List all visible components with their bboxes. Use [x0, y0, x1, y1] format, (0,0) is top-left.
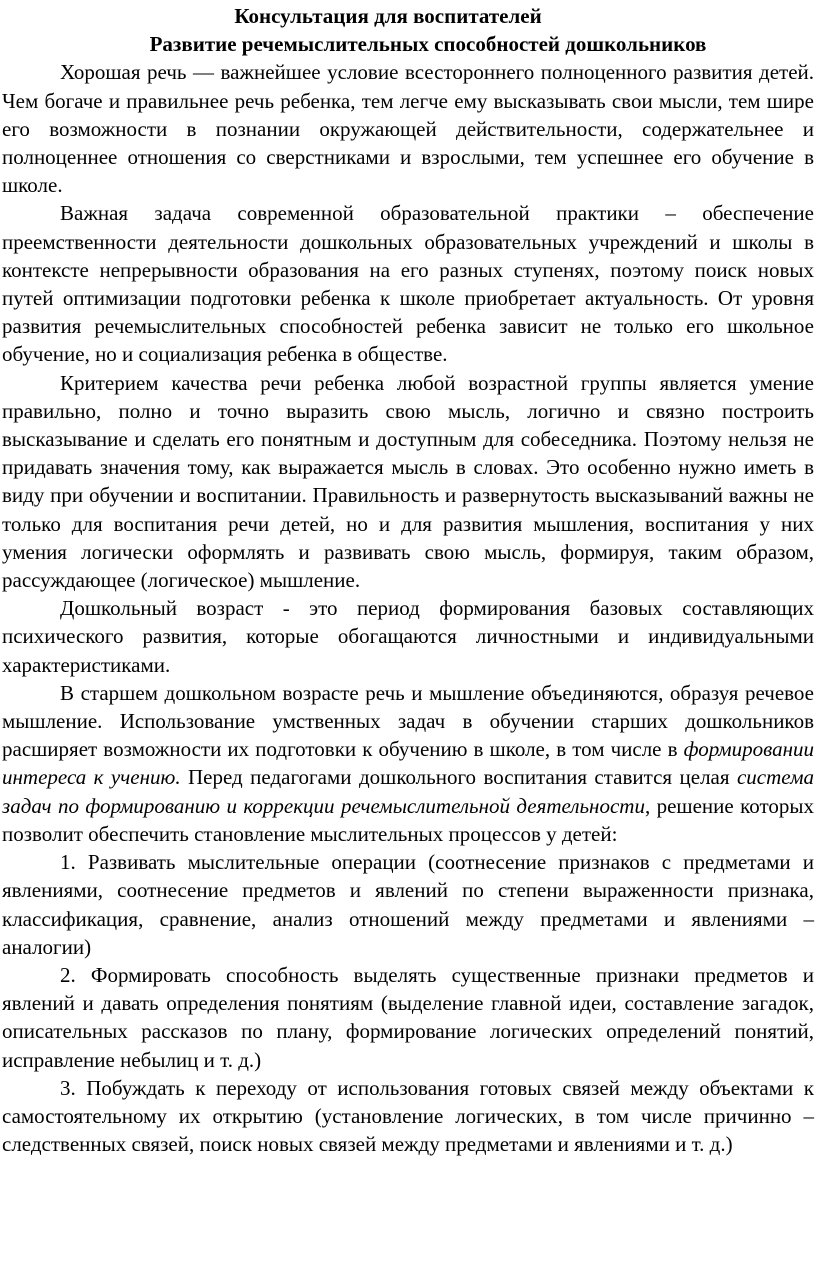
- paragraph-text-part: В старшем дошкольном возрасте речь и мышление объединяются, образуя речевое мышление. Использование умственных задач в обучении старших дошкольников расширяет возможности их подготовки к обучению в школе, в том числе в: [2, 680, 814, 762]
- italic-phrase-task-system: система задач по формированию и коррекции речемыслительной деятельности: [2, 765, 814, 818]
- paragraph-continuity: Важная задача современной образовательной практики – обеспечение преемственности деятельности дошкольных образовательных учреждений и школы в контексте непрерывности образования на его разных ступенях, поэтому поиск новых путей оптимизации подготовки ребенка к школе приобретает актуальность. От уровня развития речемыслительных способностей ребенка зависит не только его школьное обучение, но и социализация ребенка в обществе.: [2, 201, 814, 367]
- list-item-2: 2. Формировать способность выделять существенные признаки предметов и явлений и давать определения понятиям (выделение главной идеи, составление загадок, описательных рассказов по плану, формирование логических определений понятий, исправление небылиц и т. д.): [2, 962, 814, 1072]
- paragraph-speech-thinking: [2, 679, 814, 848]
- paragraph-speech-criteria: Критерием качества речи ребенка любой возрастной группы является умение правильно, полно и точно выразить свою мысль, логично и связно построить высказывание и сделать его понятным и доступным для собеседника. Поэтому нельзя не придавать значения тому, как выражается мысль в словах. Это особенно нужно иметь в виду при обучении и воспитании. Правильность и развернутость высказываний важны не только для воспитания речи детей, но и для развития мышления, воспитания у них умения логически оформлять и развивать свою мысль, формируя, таким образом, рассуждающее (логическое) мышление.: [2, 370, 814, 593]
- list-item-3: 3. Побуждать к переходу от использования готовых связей между объектами к самостоятельному их открытию (установление логических, в том числе причинно – следственных связей, поиск новых связей между предметами и явлениями и т. д.): [2, 1075, 814, 1157]
- paragraph-text-part: , решение которых позволит обеспечить становление мыслительных процессов у детей:: [2, 793, 814, 846]
- paragraph-intro: Хорошая речь — важнейшее условие всестороннего полноценного развития детей. Чем богаче и правильнее речь ребенка, тем легче ему высказывать свои мысли, тем шире его возможности в познании окружающей действительности, содержательнее и полноценнее отношения со сверстниками и взрослыми, тем успешнее его обучение в школе.: [2, 60, 814, 198]
- list-item-1: 1. Развивать мыслительные операции (соотнесение признаков с предметами и явлениями, соотнесение предметов и явлений по степени выраженности признака, классификация, сравнение, анализ отношений между предметами и явлениями – аналогии): [2, 850, 814, 959]
- paragraph-text-part: Перед педагогами дошкольного воспитания ставится целая: [180, 765, 737, 790]
- document-title: Консультация для воспитателей: [234, 4, 542, 28]
- document-subtitle: Развитие речемыслительных способностей дошкольников: [149, 32, 707, 57]
- paragraph-preschool-age: Дошкольный возраст - это период формирования базовых составляющих психического развития, которые обогащаются личностными и индивидуальными характеристиками.: [2, 596, 814, 677]
- italic-phrase-interest: формировании интереса к учению.: [2, 737, 814, 790]
